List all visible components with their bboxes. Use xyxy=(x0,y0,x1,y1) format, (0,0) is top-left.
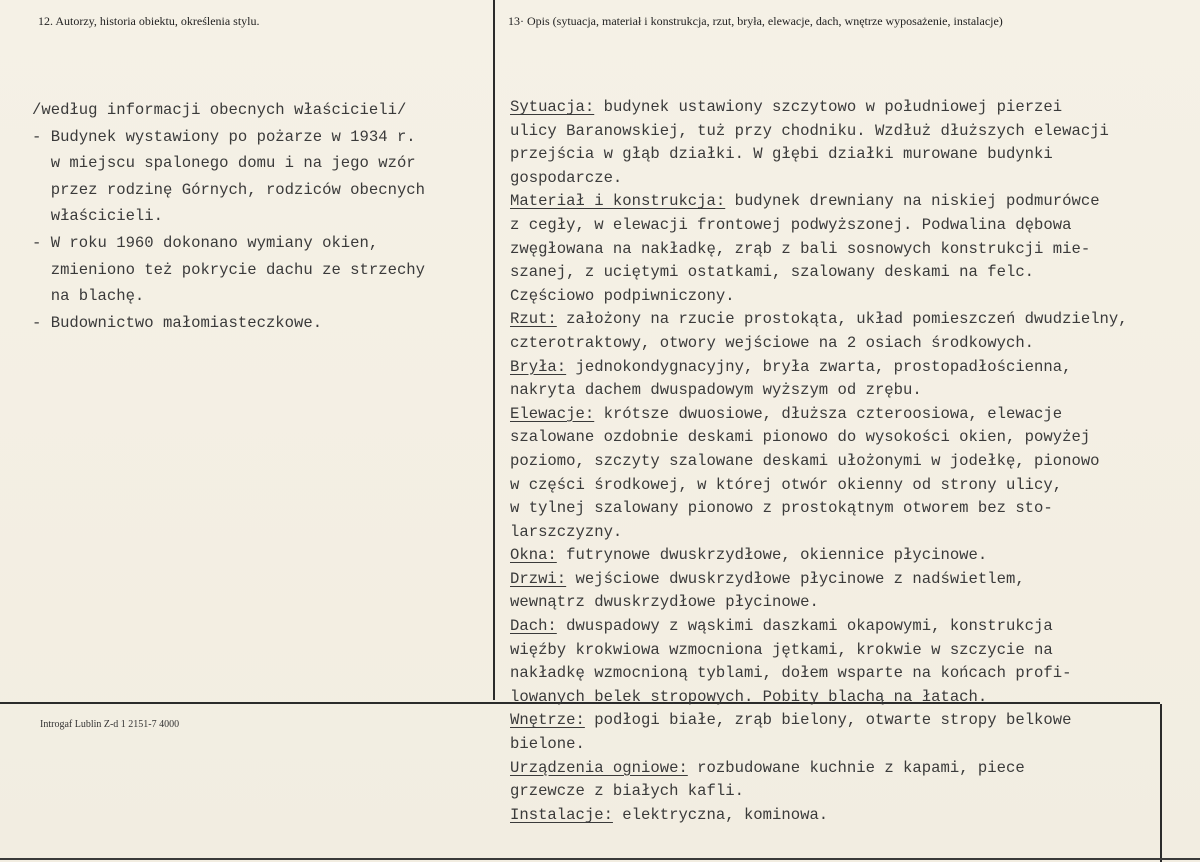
description-line xyxy=(510,521,1128,545)
description-line xyxy=(510,426,1128,450)
description-line xyxy=(510,238,1128,262)
description-text-run: zwęgłowana na nakładkę, zrąb z bali sosnowych konstrukcji mie- xyxy=(510,239,1091,258)
section-label: Wnętrze: xyxy=(510,711,585,730)
section-13-header: 13· Opis (sytuacja, materiał i konstrukcja, rzut, bryła, elewacje, dach, wnętrze wyposażenie, instalacje) xyxy=(508,14,1003,28)
history-line: - Budynek wystawiony po pożarze w 1934 r. xyxy=(32,127,416,146)
description-line xyxy=(510,261,1128,285)
description-text-run: futrynowe dwuskrzydłowe, okiennice płycinowe. xyxy=(556,546,988,565)
column-divider xyxy=(493,0,495,700)
description-line xyxy=(510,356,1128,380)
section-label: Elewacje: xyxy=(510,404,595,423)
section-label: Instalacje: xyxy=(510,805,613,824)
description-text-run: w części środkowej, w której otwór okienny od strony ulicy, xyxy=(510,475,1063,494)
description-text-run: budynek ustawiony szczytowo w południowej pierzei xyxy=(594,98,1063,116)
description-text-run: nakładkę wzmocnioną tyblami, dołem wsparte na końcach profi- xyxy=(510,664,1072,683)
history-line: na blachę. xyxy=(32,287,145,306)
history-line: przez rodzinę Górnych, rodziców obecnych xyxy=(32,180,426,199)
history-line: zmieniono też pokrycie dachu ze strzechy xyxy=(32,260,426,279)
description-line xyxy=(510,662,1128,686)
description-line xyxy=(510,757,1128,781)
description-line xyxy=(510,285,1128,309)
description-text-run: rozbudowane kuchnie z kapami, piece xyxy=(687,758,1025,777)
description-line xyxy=(510,615,1128,639)
section-label: Materiał i konstrukcja: xyxy=(510,192,726,211)
description-line xyxy=(510,497,1128,521)
description-text-run: lowanych belek stropowych. Pobity blachą na łatach. xyxy=(510,687,988,706)
history-line: - W roku 1960 dokonano wymiany okien, xyxy=(32,233,379,252)
description-line xyxy=(510,214,1128,238)
section-label: Okna: xyxy=(510,546,557,565)
description-line xyxy=(510,474,1128,498)
history-line: w miejscu spalonego domu i na jego wzór xyxy=(32,154,416,173)
description-line xyxy=(510,167,1128,191)
description-text-run: przejścia w głąb działki. W głębi działki murowane budynki xyxy=(510,145,1053,164)
description-text-run: w tylnej szalowany pionowo z prostokątnym otworem bez sto- xyxy=(510,499,1053,518)
description-line xyxy=(510,780,1128,804)
section-12-header: 12. Autorzy, historia obiektu, określenia stylu. xyxy=(38,14,260,28)
description-line xyxy=(510,591,1128,615)
description-text-run: grzewcze z białych kafli. xyxy=(510,782,744,801)
description-text-run: elektryczna, kominowa. xyxy=(612,805,829,824)
description-text-run: ulicy Baranowskiej, tuż przy chodniku. Wzdłuż dłuższych elewacji xyxy=(510,121,1109,140)
description-text-run: szanej, z uciętymi ostatkami, szalowany deskami na felc. xyxy=(510,263,1035,282)
description-text-run: larszczyzny. xyxy=(510,522,623,541)
description-line xyxy=(510,639,1128,663)
history-line: właścicieli. xyxy=(32,207,164,226)
description-line xyxy=(510,332,1128,356)
history-text xyxy=(32,97,425,336)
printer-imprint: Introgaf Lublin Z-d 1 2151-7 4000 xyxy=(40,719,180,730)
section-label: Dach: xyxy=(510,617,557,636)
description-line xyxy=(510,143,1128,167)
sheet-bottom-rule xyxy=(0,858,1200,860)
section-label: Urządzenia ogniowe: xyxy=(510,758,688,777)
section-label: Drzwi: xyxy=(510,569,567,588)
description-text-run: dwuspadowy z wąskimi daszkami okapowymi, konstrukcja xyxy=(556,617,1053,636)
description-line xyxy=(510,308,1128,332)
description-text-run: szalowane ozdobnie deskami pionowo do wysokości okien, powyżej xyxy=(510,428,1091,447)
description-text-run: z cegły, w elewacji frontowej podwyższonej. Podwalina dębowa xyxy=(510,215,1072,234)
description-line xyxy=(510,568,1128,592)
history-line: /według informacji obecnych właścicieli/ xyxy=(32,101,407,119)
description-line xyxy=(510,403,1128,427)
description-text-run: czterotraktowy, otwory wejściowe na 2 osiach środkowych. xyxy=(510,333,1035,352)
description-line xyxy=(510,450,1128,474)
description-text-run: wejściowe dwuskrzydłowe płycinowe z nadświetlem, xyxy=(566,569,1025,588)
history-line: - Budownictwo małomiasteczkowe. xyxy=(32,313,323,332)
description-line xyxy=(510,120,1128,144)
description-text-run: Częściowo podpiwniczony. xyxy=(510,286,735,305)
description-text xyxy=(510,96,1128,827)
description-line xyxy=(510,733,1128,757)
description-text-run: poziomo, szczyty szalowane deskami ułożonymi w jodełkę, pionowo xyxy=(510,451,1100,470)
description-line xyxy=(510,804,1128,828)
description-line xyxy=(510,686,1128,710)
description-text-run: krótsze dwuosiowe, dłuższa czteroosiowa, elewacje xyxy=(594,404,1063,423)
description-line xyxy=(510,709,1128,733)
description-text-run: podłogi białe, zrąb bielony, otwarte stropy belkowe xyxy=(584,711,1072,730)
description-text-run: założony na rzucie prostokąta, układ pomieszczeń dwudzielny, xyxy=(556,310,1128,329)
description-line xyxy=(510,190,1128,214)
description-text-run: więźby krokwiowa wzmocniona jętkami, krokwie w szczycie na xyxy=(510,640,1053,659)
description-line xyxy=(510,544,1128,568)
section-label: Bryła: xyxy=(510,357,567,376)
description-text-run: gospodarcze. xyxy=(510,168,623,187)
description-text-run: wewnątrz dwuskrzydłowe płycinowe. xyxy=(510,593,819,612)
description-text-run: bielone. xyxy=(510,735,585,754)
description-text-run: budynek drewniany na niskiej podmurówce xyxy=(725,192,1100,211)
description-line xyxy=(510,96,1128,120)
description-text-run: nakryta dachem dwuspadowym wyższym od zrębu. xyxy=(510,381,922,400)
right-edge-rule xyxy=(1160,704,1162,862)
section-label: Rzut: xyxy=(510,310,557,329)
description-text-run: jednokondygnacyjny, bryła zwarta, prostopadłościenna, xyxy=(566,357,1072,376)
section-label: Sytuacja: xyxy=(510,98,595,116)
description-line xyxy=(510,379,1128,403)
